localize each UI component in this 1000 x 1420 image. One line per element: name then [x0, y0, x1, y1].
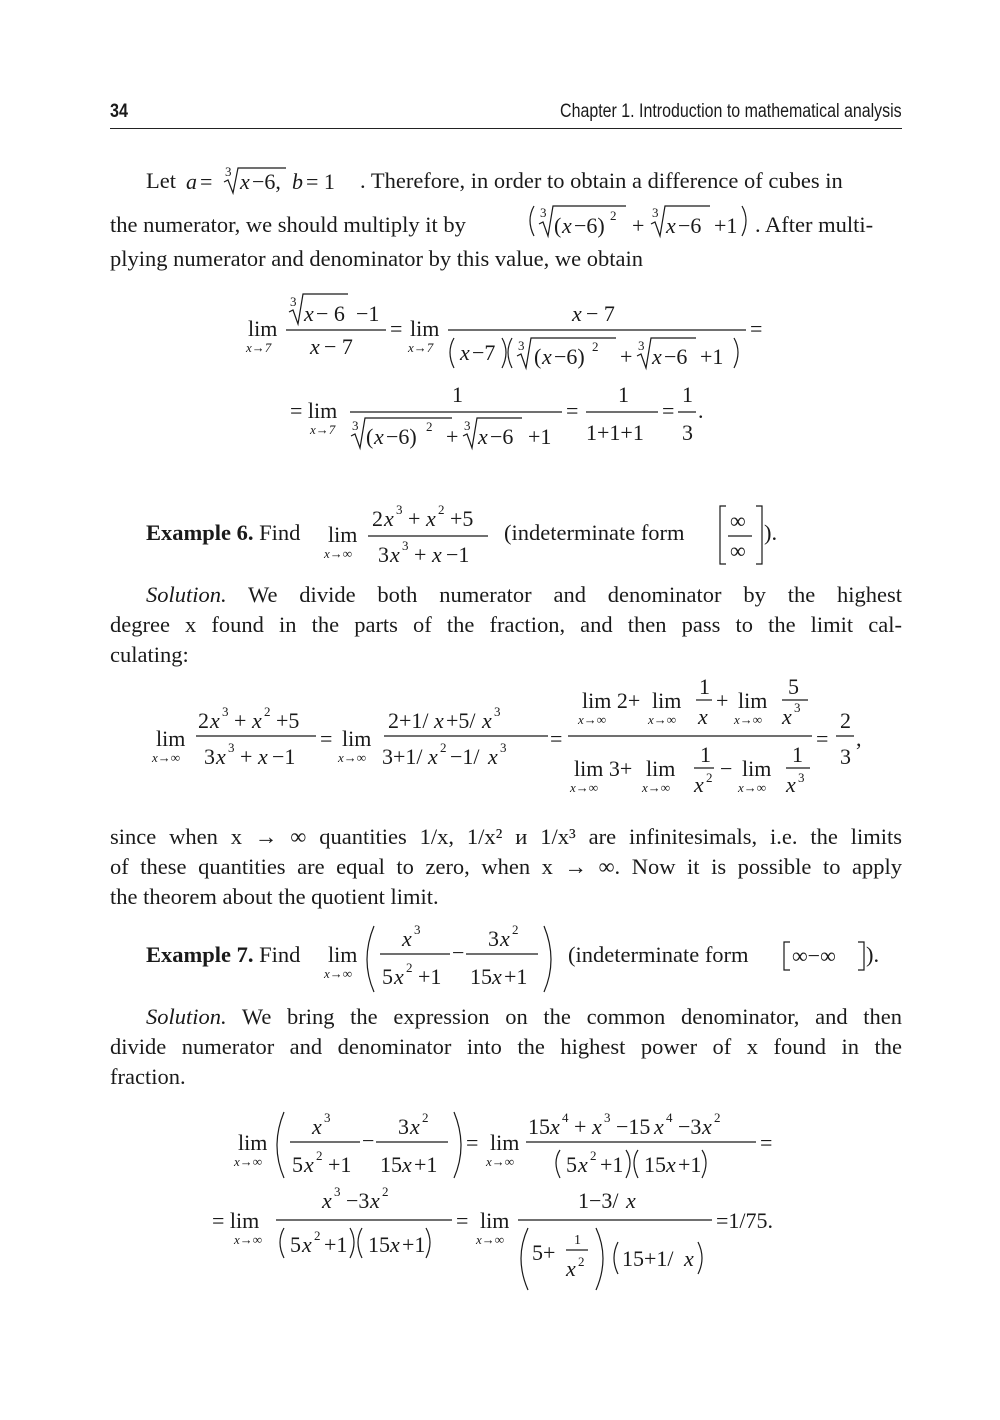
- svg-text:x: x: [500, 926, 510, 951]
- svg-text:2: 2: [438, 502, 445, 517]
- svg-text:1: 1: [700, 742, 711, 767]
- svg-text:2: 2: [406, 960, 413, 975]
- svg-text:15: 15: [470, 964, 492, 989]
- svg-text:−6: −6: [490, 424, 514, 449]
- svg-text:+1: +1: [700, 344, 724, 369]
- example-6-limit: [324, 500, 494, 580]
- svg-text:3: 3: [204, 744, 215, 769]
- svg-text:x: x: [698, 704, 708, 729]
- svg-text:+: +: [632, 213, 645, 238]
- svg-text:− 7: − 7: [586, 301, 615, 326]
- svg-text:−6): −6): [574, 213, 605, 238]
- svg-text:x→∞: x→∞: [642, 780, 671, 795]
- svg-text:x: x: [492, 964, 502, 989]
- svg-text:lim: lim: [490, 1130, 520, 1155]
- svg-text:3: 3: [378, 542, 389, 567]
- svg-text:−6: −6: [678, 213, 702, 238]
- svg-text:3: 3: [540, 205, 547, 220]
- svg-text:1: 1: [618, 382, 629, 407]
- svg-text:(: (: [366, 424, 374, 449]
- svg-text:2: 2: [512, 922, 519, 937]
- svg-text:3: 3: [228, 740, 235, 755]
- example-7-limit: [324, 920, 564, 1000]
- svg-text:(: (: [534, 344, 542, 369]
- svg-text:+: +: [446, 424, 459, 449]
- svg-text:3: 3: [225, 164, 232, 179]
- svg-text:2: 2: [316, 1148, 323, 1163]
- svg-text:15+1/: 15+1/: [622, 1246, 674, 1271]
- svg-text:−1: −1: [356, 301, 380, 326]
- svg-text:+5: +5: [450, 506, 474, 531]
- svg-text:+1: +1: [402, 1232, 426, 1257]
- svg-text:+5: +5: [276, 708, 300, 733]
- para1-text-c: the numerator, we should multiply it by: [110, 212, 466, 237]
- svg-text:x: x: [252, 708, 262, 733]
- svg-text:x→7: x→7: [408, 340, 434, 355]
- svg-text:3: 3: [500, 740, 507, 755]
- svg-text:(: (: [554, 213, 562, 238]
- svg-text:x: x: [304, 301, 314, 326]
- example-6-label: Example 6.: [146, 520, 254, 545]
- example-7-form-text: (indeterminate form: [568, 942, 749, 967]
- svg-text:1: 1: [699, 674, 710, 699]
- svg-text:+: +: [234, 708, 247, 733]
- svg-text:1: 1: [682, 382, 693, 407]
- svg-text:=: =: [456, 1208, 469, 1233]
- svg-text:lim: lim: [342, 726, 372, 751]
- svg-text:=: =: [390, 316, 403, 341]
- svg-text:3: 3: [682, 420, 693, 445]
- solution-6-label: Solution.: [146, 582, 227, 607]
- svg-text:+1: +1: [714, 213, 738, 238]
- para1-text-e: plying numerator and denominator by this value, we obtain: [110, 246, 644, 271]
- svg-text:x: x: [426, 506, 436, 531]
- svg-text:+1: +1: [328, 1152, 352, 1177]
- since-line-3: the theorem about the quotient limit.: [110, 884, 439, 909]
- svg-text:−1: −1: [446, 542, 470, 567]
- svg-text:=: =: [816, 726, 829, 751]
- para1-text-b: . Therefore, in order to obtain a difference of cubes in: [360, 168, 843, 193]
- svg-text:2: 2: [426, 419, 433, 434]
- svg-text:3: 3: [334, 1184, 341, 1199]
- svg-text:x: x: [322, 1188, 332, 1213]
- example-7-label: Example 7.: [146, 942, 254, 967]
- example-7-form-end: ).: [866, 942, 880, 967]
- svg-text:x: x: [626, 1188, 636, 1213]
- running-header-title: Chapter 1. Introduction to mathematical analysis: [560, 101, 902, 122]
- solution-7-line-3: fraction.: [110, 1064, 186, 1089]
- svg-text:x: x: [304, 1152, 314, 1177]
- page-number: 34: [110, 101, 128, 122]
- svg-text:4: 4: [666, 1110, 673, 1125]
- svg-text:x: x: [566, 1256, 576, 1281]
- svg-text:lim: lim: [328, 522, 358, 547]
- svg-text:3: 3: [324, 1110, 331, 1125]
- svg-text:lim: lim: [738, 688, 768, 713]
- example-6-form-end: ).: [764, 520, 778, 545]
- svg-text:x: x: [592, 1114, 602, 1139]
- svg-text:x→∞: x→∞: [486, 1154, 515, 1169]
- svg-text:2: 2: [590, 1148, 597, 1163]
- svg-text:3: 3: [352, 418, 359, 433]
- svg-text:=: =: [320, 726, 333, 751]
- svg-text:5: 5: [566, 1152, 577, 1177]
- solution-6-line-2: degree x found in the parts of the fraction, and then pass to the limit cal-: [110, 612, 902, 637]
- svg-text:x: x: [410, 1114, 420, 1139]
- solution-7-line-1: We bring the expression on the common denominator, and then: [226, 1004, 902, 1029]
- svg-text:x→∞: x→∞: [152, 750, 181, 765]
- svg-text:+5/: +5/: [446, 708, 476, 733]
- svg-text:+: +: [414, 542, 427, 567]
- svg-text:+: +: [240, 744, 253, 769]
- svg-text:2: 2: [264, 704, 271, 719]
- svg-text:2: 2: [372, 506, 383, 531]
- example-6-form-bracket: [716, 500, 766, 570]
- svg-text:b: b: [292, 169, 303, 194]
- svg-text:x→∞: x→∞: [578, 712, 607, 727]
- svg-text:x: x: [374, 424, 384, 449]
- svg-text:5+: 5+: [532, 1240, 556, 1265]
- svg-text:= lim: = lim: [290, 398, 338, 423]
- svg-text:∞: ∞: [730, 538, 746, 563]
- svg-text:1+1+1: 1+1+1: [586, 420, 644, 445]
- svg-text:∞−∞: ∞−∞: [792, 943, 836, 968]
- svg-text:+1: +1: [418, 964, 442, 989]
- svg-text:lim: lim: [742, 756, 772, 781]
- svg-text:2+1/: 2+1/: [388, 708, 429, 733]
- svg-text:x: x: [402, 926, 412, 951]
- svg-text:3: 3: [518, 338, 525, 353]
- example-6-form-text: (indeterminate form: [504, 520, 685, 545]
- svg-text:−3: −3: [678, 1114, 702, 1139]
- svg-text:15: 15: [368, 1232, 390, 1257]
- solution-7-line-2: divide numerator and denominator into the highest power of x found in the: [110, 1034, 902, 1059]
- svg-text:2: 2: [314, 1228, 321, 1243]
- svg-text:2: 2: [610, 208, 617, 223]
- svg-text:x: x: [312, 1114, 322, 1139]
- example-7-form-bracket: [780, 936, 870, 976]
- svg-text:x: x: [488, 744, 498, 769]
- svg-text:−: −: [452, 940, 465, 965]
- svg-text:x: x: [482, 708, 492, 733]
- svg-text:−3: −3: [346, 1188, 370, 1213]
- svg-text:x: x: [434, 708, 444, 733]
- svg-text:x: x: [384, 506, 394, 531]
- svg-text:2: 2: [714, 1110, 721, 1125]
- svg-text:,: ,: [856, 726, 862, 751]
- svg-text:lim: lim: [248, 316, 278, 341]
- inline-formula-a-b: [186, 160, 335, 196]
- header-rule: [110, 128, 902, 129]
- since-line-2: of these quantities are equal to zero, when x → ∞. Now it is possible to apply: [110, 854, 902, 879]
- svg-text:x: x: [478, 424, 488, 449]
- svg-text:+1: +1: [528, 424, 552, 449]
- svg-text:x: x: [702, 1114, 712, 1139]
- svg-text:x→7: x→7: [246, 340, 272, 355]
- svg-text:−: −: [362, 1128, 375, 1153]
- svg-text:=: =: [760, 1130, 773, 1155]
- svg-text:2: 2: [382, 1184, 389, 1199]
- svg-text:+: +: [620, 344, 633, 369]
- svg-text:=: =: [566, 398, 579, 423]
- svg-text:lim 2+: lim 2+: [582, 688, 641, 713]
- svg-text:x: x: [428, 744, 438, 769]
- svg-text:1: 1: [792, 742, 803, 767]
- svg-text:=: =: [466, 1130, 479, 1155]
- svg-text:x: x: [782, 704, 792, 729]
- svg-text:x→∞: x→∞: [570, 780, 599, 795]
- example-7-find: Find: [253, 942, 301, 967]
- svg-text:+1: +1: [414, 1152, 438, 1177]
- svg-text:−: −: [720, 756, 733, 781]
- svg-text:5: 5: [788, 674, 799, 699]
- svg-text:a: a: [186, 169, 197, 194]
- svg-text:−6,: −6,: [252, 169, 281, 194]
- svg-text:+1: +1: [678, 1152, 702, 1177]
- svg-text:lim: lim: [652, 688, 682, 713]
- svg-text:3: 3: [798, 770, 805, 785]
- svg-text:= lim: = lim: [212, 1208, 260, 1233]
- svg-text:2: 2: [198, 708, 209, 733]
- svg-text:lim: lim: [238, 1130, 268, 1155]
- svg-text:x→∞: x→∞: [338, 750, 367, 765]
- svg-text:lim: lim: [480, 1208, 510, 1233]
- svg-text:x: x: [210, 708, 220, 733]
- svg-text:x: x: [302, 1232, 312, 1257]
- svg-text:x→∞: x→∞: [234, 1154, 263, 1169]
- svg-text:1: 1: [452, 382, 463, 407]
- svg-text:x: x: [460, 340, 470, 365]
- svg-text:1: 1: [574, 1233, 581, 1248]
- svg-text:3: 3: [398, 1114, 409, 1139]
- svg-text:x: x: [390, 1232, 400, 1257]
- svg-text:+: +: [716, 688, 729, 713]
- svg-text:2: 2: [440, 740, 447, 755]
- svg-text:x: x: [572, 301, 582, 326]
- svg-text:.: .: [698, 398, 704, 423]
- svg-text:x→∞: x→∞: [648, 712, 677, 727]
- svg-text:=1/75.: =1/75.: [716, 1208, 774, 1233]
- svg-text:−6): −6): [554, 344, 585, 369]
- since-paragraph: [110, 822, 902, 912]
- svg-text:2: 2: [592, 339, 599, 354]
- svg-text:2: 2: [578, 1254, 585, 1269]
- svg-text:x: x: [402, 1152, 412, 1177]
- svg-text:x: x: [258, 744, 268, 769]
- svg-text:3: 3: [402, 538, 409, 553]
- svg-text:x→7: x→7: [310, 422, 336, 437]
- svg-text:2: 2: [706, 770, 713, 785]
- svg-text:=: =: [550, 726, 563, 751]
- svg-text:x: x: [654, 1114, 664, 1139]
- inline-formula-multiplier: [528, 198, 768, 244]
- svg-text:x→∞: x→∞: [734, 712, 763, 727]
- svg-text:x: x: [578, 1152, 588, 1177]
- solution-7-paragraph: [110, 1002, 902, 1092]
- example-7-heading: [146, 942, 300, 968]
- svg-text:∞: ∞: [730, 508, 746, 533]
- svg-text:lim: lim: [156, 726, 186, 751]
- svg-text:x: x: [432, 542, 442, 567]
- example-6-heading: [146, 520, 300, 546]
- example-6-find: Find: [253, 520, 301, 545]
- svg-text:+: +: [574, 1114, 587, 1139]
- svg-text:= 1: = 1: [306, 169, 335, 194]
- svg-text:x: x: [240, 169, 250, 194]
- svg-text:3: 3: [840, 744, 851, 769]
- svg-text:3: 3: [414, 922, 421, 937]
- svg-text:=: =: [750, 316, 763, 341]
- solution-6-line-1: We divide both numerator and denominator by the highest: [226, 582, 902, 607]
- svg-text:1−3/: 1−3/: [578, 1188, 619, 1213]
- svg-text:+1: +1: [324, 1232, 348, 1257]
- svg-text:x: x: [310, 334, 320, 359]
- svg-text:x: x: [562, 213, 572, 238]
- svg-text:− 7: − 7: [324, 334, 353, 359]
- svg-text:x→∞: x→∞: [476, 1232, 505, 1247]
- svg-text:x: x: [786, 772, 796, 797]
- svg-text:3: 3: [638, 338, 645, 353]
- svg-text:+1: +1: [600, 1152, 624, 1177]
- svg-text:5: 5: [290, 1232, 301, 1257]
- svg-text:=: =: [200, 169, 213, 194]
- since-line-1: since when x → ∞ quantities 1/x, 1/x² и 1/x³ are infinitesimals, i.e. the limits: [110, 824, 902, 849]
- formula-block-3: [212, 1102, 812, 1302]
- svg-text:x: x: [216, 744, 226, 769]
- svg-text:x→∞: x→∞: [234, 1232, 263, 1247]
- solution-7-label: Solution.: [146, 1004, 227, 1029]
- svg-text:3+1/: 3+1/: [382, 744, 423, 769]
- svg-text:3: 3: [396, 502, 403, 517]
- svg-text:3: 3: [222, 704, 229, 719]
- svg-text:x: x: [652, 344, 662, 369]
- paragraph-1-line-1: [146, 168, 176, 194]
- svg-text:3: 3: [794, 700, 801, 715]
- svg-text:x: x: [666, 1152, 676, 1177]
- svg-text:−7: −7: [472, 340, 496, 365]
- svg-text:x→∞: x→∞: [738, 780, 767, 795]
- svg-text:3: 3: [488, 926, 499, 951]
- svg-text:−6: −6: [664, 344, 688, 369]
- svg-text:−1/: −1/: [450, 744, 480, 769]
- formula-block-2: [152, 672, 872, 812]
- solution-6-line-3: culating:: [110, 642, 189, 667]
- svg-text:x: x: [694, 772, 704, 797]
- svg-text:3: 3: [290, 294, 297, 309]
- svg-text:x: x: [370, 1188, 380, 1213]
- para1-text-d: . After multi-: [755, 212, 874, 237]
- svg-text:4: 4: [562, 1110, 569, 1125]
- svg-text:x: x: [394, 964, 404, 989]
- svg-text:3: 3: [494, 704, 501, 719]
- svg-text:−6): −6): [386, 424, 417, 449]
- formula-block-1: [240, 288, 780, 468]
- svg-text:15: 15: [644, 1152, 666, 1177]
- solution-6-paragraph: [110, 580, 902, 670]
- svg-text:lim: lim: [410, 316, 440, 341]
- svg-text:15: 15: [528, 1114, 550, 1139]
- svg-text:3: 3: [464, 418, 471, 433]
- svg-text:3: 3: [652, 205, 659, 220]
- svg-text:x→∞: x→∞: [324, 546, 353, 561]
- svg-text:lim: lim: [328, 942, 358, 967]
- svg-text:5: 5: [292, 1152, 303, 1177]
- svg-text:2: 2: [840, 708, 851, 733]
- svg-text:+: +: [408, 506, 421, 531]
- svg-text:5: 5: [382, 964, 393, 989]
- svg-text:x: x: [542, 344, 552, 369]
- svg-text:lim: lim: [646, 756, 676, 781]
- svg-text:x: x: [666, 213, 676, 238]
- svg-text:=: =: [662, 398, 675, 423]
- svg-text:−1: −1: [272, 744, 296, 769]
- para1-text-a: Let: [146, 168, 176, 193]
- svg-text:x→∞: x→∞: [324, 966, 353, 981]
- svg-text:3: 3: [604, 1110, 611, 1125]
- svg-text:−15: −15: [616, 1114, 651, 1139]
- svg-text:2: 2: [422, 1110, 429, 1125]
- svg-text:x: x: [550, 1114, 560, 1139]
- svg-text:15: 15: [380, 1152, 402, 1177]
- svg-text:+1: +1: [504, 964, 528, 989]
- svg-text:lim 3+: lim 3+: [574, 756, 633, 781]
- svg-text:− 6: − 6: [316, 301, 345, 326]
- svg-text:x: x: [684, 1246, 694, 1271]
- svg-text:x: x: [390, 542, 400, 567]
